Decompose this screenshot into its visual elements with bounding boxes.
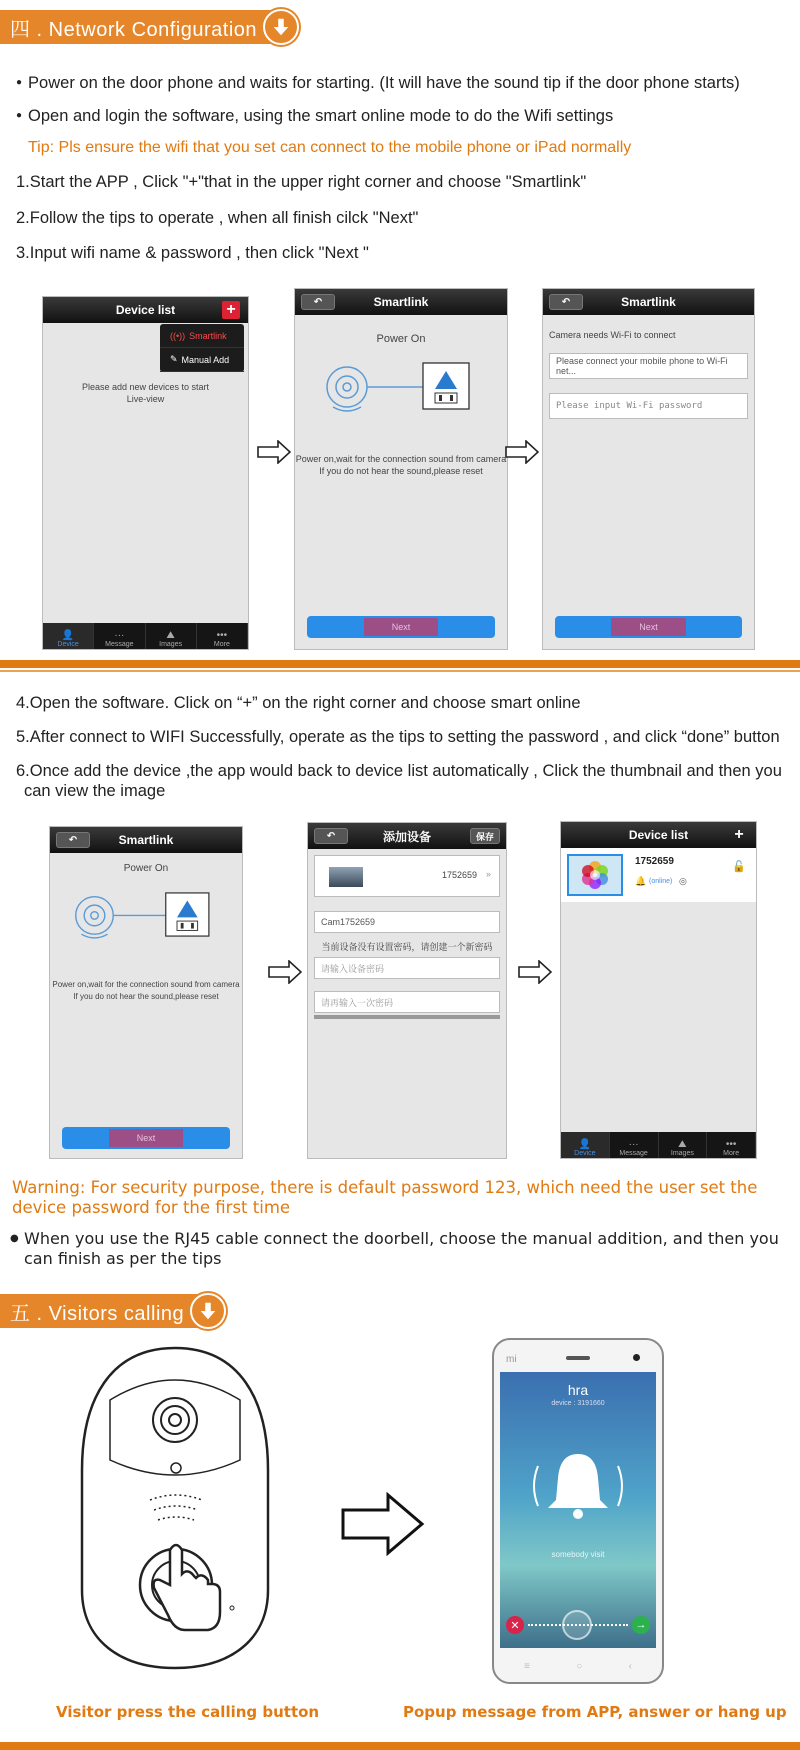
screen-title: Smartlink: [373, 295, 429, 309]
right-arrow-icon: [257, 440, 291, 464]
device-id: 1752659: [635, 856, 674, 867]
step-2: 2.Follow the tips to operate , when all finish cilck "Next": [16, 209, 419, 227]
step-3: 3.Input wifi name & password , then click "Next ": [16, 244, 369, 262]
next-button[interactable]: [555, 616, 742, 638]
topbar: [308, 823, 506, 849]
rj45-note: [10, 1229, 790, 1269]
section-5-banner: [0, 1294, 226, 1328]
device-thumbnail-row[interactable]: [314, 855, 500, 897]
phone-device-list-added: [560, 821, 757, 1159]
topbar: [561, 822, 756, 848]
nav-buttons: [524, 1661, 632, 1672]
caller-name: hra: [567, 1382, 589, 1398]
confirm-password-field[interactable]: 请再输入一次密码: [314, 991, 500, 1013]
back-button[interactable]: ↶: [314, 828, 348, 844]
tip-text: Tip: Pls ensure the wifi that you set can connect to the mobile phone or iPad normally: [28, 139, 632, 156]
phone-smartlink-power-on-2: [49, 826, 243, 1159]
empty-line-2: Live-view: [126, 394, 165, 404]
step-5: 5.After connect to WIFI Successfully, operate as the tips to setting the password , and click “done” button: [16, 728, 780, 746]
next-label: Next: [611, 618, 686, 636]
section-divider: [0, 660, 800, 668]
add-button[interactable]: +: [734, 826, 744, 843]
phone-smartlink-wifi: [542, 288, 755, 650]
message-icon: ···: [628, 1139, 639, 1150]
step-4: 4.Open the software. Click on “+” on the right corner and choose smart online: [16, 694, 581, 712]
wifi-name-field[interactable]: Please connect your mobile phone to Wi-Fi net...: [549, 353, 748, 379]
somebody-visit-label: somebody visit: [551, 1550, 605, 1559]
keyboard-strip: [314, 1015, 500, 1019]
tab-more[interactable]: [707, 1132, 756, 1158]
tab-images-label: Images: [159, 641, 183, 648]
section-4-title: 四 . Network Configuration: [0, 10, 271, 44]
right-arrow-icon: [340, 1492, 426, 1556]
section-5-title: 五 . Visitors calling: [0, 1294, 198, 1328]
tab-device-label: Device: [57, 641, 79, 648]
down-arrow-icon: [263, 9, 299, 45]
online-status: (online): [649, 878, 673, 885]
more-icon: •••: [216, 630, 228, 641]
person-icon: 👤: [578, 1139, 592, 1150]
rj45-note-text: When you use the RJ45 cable connect the doorbell, choose the manual addition, and then you can finish as per the tips: [24, 1229, 779, 1268]
tab-message-label: Message: [105, 641, 134, 648]
person-icon: 👤: [61, 630, 75, 641]
bullet-login: ● Open and login the software, using the smart online mode to do the Wifi settings: [16, 107, 613, 126]
screen-title: Device list: [628, 828, 689, 842]
chevron-right-icon: »: [485, 869, 491, 879]
screen-title: Device list: [115, 303, 176, 317]
tab-device-label: Device: [574, 1150, 596, 1157]
section-4-banner: [0, 10, 299, 44]
unlock-icon[interactable]: 🔓: [732, 861, 746, 873]
bell-icon: [528, 1446, 628, 1526]
right-arrow-icon: [268, 960, 302, 984]
next-label: Next: [109, 1129, 184, 1147]
earpiece: [566, 1356, 590, 1360]
next-button[interactable]: [307, 616, 495, 638]
menu-smartlink-label: Smartlink: [189, 330, 227, 341]
slider-handle[interactable]: [562, 1610, 592, 1640]
bullet-power-on: ● Power on the door phone and waits for starting. (It will have the sound tip if the door phone starts): [16, 74, 740, 93]
phone-device-list-popup: [42, 296, 249, 650]
wait-line-1: Power on,wait for the connection sound from camera: [52, 980, 240, 989]
screen-title: Smartlink: [621, 295, 676, 309]
bell-icon: 🔔: [635, 876, 647, 886]
tab-device[interactable]: [561, 1132, 610, 1158]
tab-message[interactable]: [610, 1132, 659, 1158]
next-label: Next: [364, 618, 439, 636]
down-arrow-icon: [190, 1293, 226, 1329]
hang-up-button[interactable]: ✕: [506, 1616, 524, 1634]
message-icon: ···: [114, 630, 125, 641]
power-on-label: Power On: [123, 863, 169, 874]
bullet-dot: ●: [10, 1233, 19, 1244]
mi-phone: [492, 1338, 664, 1684]
tab-more[interactable]: [197, 623, 248, 649]
phone-add-device: [307, 822, 507, 1159]
camera-needs-label: Camera needs Wi-Fi to connect: [549, 330, 676, 340]
right-arrow-icon: [505, 440, 539, 464]
topbar: [43, 297, 248, 323]
bottom-divider: [0, 1742, 800, 1750]
answer-button[interactable]: →: [632, 1616, 650, 1634]
step-6: 6.Once add the device ,the app would back to device list automatically , Click the thumbnail and then you: [16, 762, 782, 780]
tab-images-label: Images: [670, 1150, 694, 1157]
camera-router-illustration: [323, 359, 483, 429]
save-button[interactable]: 保存: [470, 828, 500, 844]
photos-flower-icon: [579, 859, 611, 891]
menu-item-smartlink[interactable]: ((•)) Smartlink: [160, 324, 244, 348]
caption-visitor-press: Visitor press the calling button: [56, 1703, 320, 1721]
doorbell-press-illustration: [70, 1340, 280, 1680]
camera-router-illustration: [72, 889, 222, 955]
tab-more-label: More: [723, 1150, 740, 1157]
back-button[interactable]: ↶: [56, 832, 90, 848]
screen-title: 添加设备: [382, 829, 431, 844]
device-row[interactable]: [561, 848, 756, 902]
right-arrow-icon: [518, 960, 552, 984]
wait-line-1: Power on,wait for the connection sound from camera: [295, 454, 507, 464]
front-camera: [633, 1354, 640, 1361]
menu-manual-label: Manual Add: [181, 354, 230, 365]
image-icon: ⛰: [166, 630, 175, 641]
mi-logo: mi: [506, 1354, 517, 1365]
tab-bar: [43, 623, 248, 649]
tab-message[interactable]: [94, 623, 145, 649]
power-on-label: Power On: [376, 333, 426, 345]
back-button[interactable]: ↶: [301, 294, 335, 310]
topbar: [543, 289, 754, 315]
shield-icon: ◎: [679, 876, 687, 886]
tab-more-label: More: [213, 641, 230, 648]
more-icon: •••: [725, 1139, 737, 1150]
device-id: 1752659: [441, 870, 477, 880]
device-thumbnail: [329, 867, 363, 887]
tab-message-label: Message: [619, 1150, 648, 1157]
screen-title: Smartlink: [118, 833, 174, 847]
wifi-password-field[interactable]: Please input Wi-Fi password: [549, 393, 748, 419]
tab-images[interactable]: [146, 623, 197, 649]
device-password-field[interactable]: 请输入设备密码: [314, 957, 500, 979]
security-warning: Warning: For security purpose, there is default password 123, which need the user set the device password for the first time: [12, 1178, 758, 1217]
back-icon[interactable]: ‹: [628, 1661, 632, 1672]
tab-images[interactable]: [659, 1132, 708, 1158]
step-6-continued: can view the image: [24, 782, 166, 800]
wait-line-2: If you do not hear the sound,please reset: [73, 992, 219, 1001]
phone-screen: [500, 1372, 656, 1648]
topbar: [50, 827, 242, 853]
add-button[interactable]: +: [222, 301, 240, 319]
home-icon[interactable]: ○: [576, 1661, 583, 1672]
no-password-warning: 当前设备没有设置密码，请创建一个新密码: [321, 942, 493, 952]
topbar: [295, 289, 507, 315]
next-button[interactable]: [62, 1127, 230, 1149]
menu-icon[interactable]: ≡: [524, 1661, 530, 1672]
phone-smartlink-power-on: [294, 288, 508, 650]
menu-item-manual-add[interactable]: ✎ Manual Add: [160, 348, 244, 372]
thin-divider: [0, 670, 800, 672]
back-button[interactable]: ↶: [549, 294, 583, 310]
add-menu: [160, 324, 244, 372]
caller-device: device : 3191660: [551, 1400, 605, 1407]
tab-bar: [561, 1132, 756, 1158]
caption-popup-message: Popup message from APP, answer or hang up: [403, 1703, 787, 1721]
camera-name-field[interactable]: Cam1752659: [314, 911, 500, 933]
tab-device[interactable]: [43, 623, 94, 649]
image-icon: ⛰: [678, 1139, 687, 1150]
empty-line-1: Please add new devices to start: [81, 382, 210, 392]
device-thumbnail[interactable]: [567, 854, 623, 896]
wait-line-2: If you do not hear the sound,please reset: [319, 466, 483, 476]
step-1: 1.Start the APP , Click "+"that in the upper right corner and choose "Smartlink": [16, 173, 587, 191]
